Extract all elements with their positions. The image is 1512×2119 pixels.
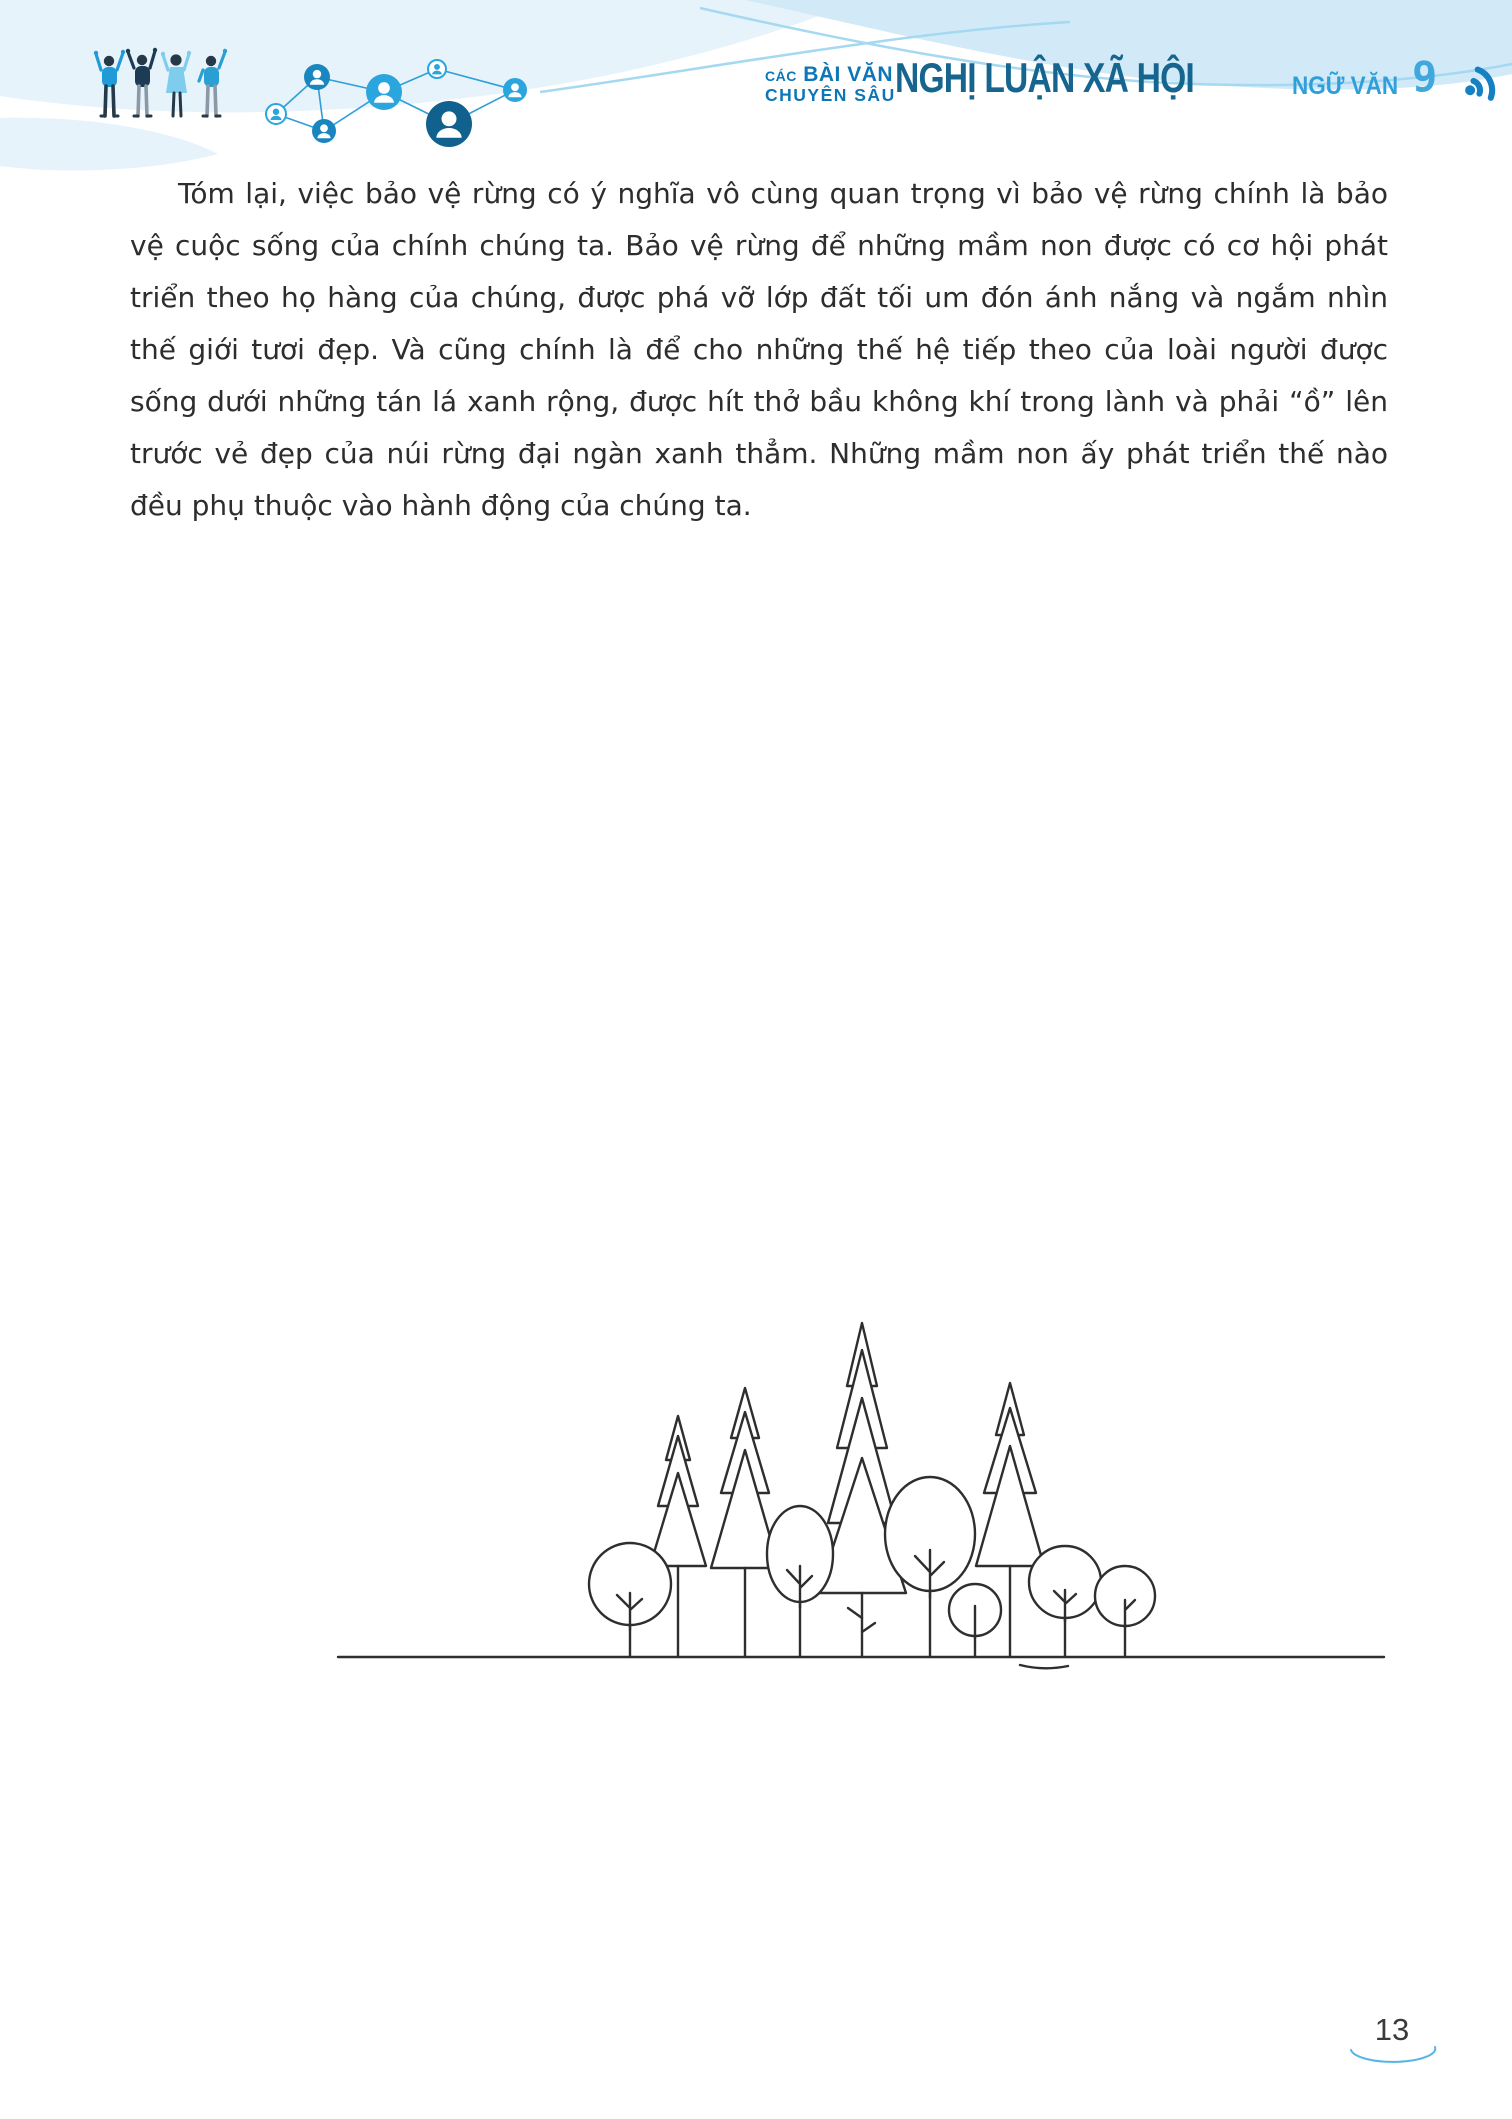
avatar [426, 101, 472, 147]
ground-line [1020, 1665, 1068, 1668]
series-line1: BÀI VĂN [803, 63, 894, 86]
avatar [304, 64, 330, 90]
pine-tree-icon [650, 1416, 706, 1657]
user-network-illustration [258, 36, 538, 151]
conclusion-paragraph: Tóm lại, việc bảo vệ rừng có ý nghĩa vô cùng quan trọng vì bảo vệ rừng chính là bảo vệ cuộc sống của chính chúng ta. Bảo vệ rừng để những mầm non được có cơ hội phát triển theo họ hàng của chúng, được phá vỡ lớp đất tối um đón ánh nắng và ngắm nhìn thế giới tươi đẹp. Và cũng chính là để cho những thế hệ tiếp theo của loài người được sống dưới những tán lá xanh rộng, được hít thở bầu không khí trong lành và phải “ồ” lên trước vẻ đẹp của núi rừng đại ngàn xanh thẳm. Những mầm non ấy phát triển thế nào đều phụ thuộc vào hành động của chúng ta. [130, 177, 1388, 522]
round-tree-icon [1029, 1546, 1101, 1657]
round-tree-icon [1095, 1566, 1155, 1657]
page-number-value: 13 [1374, 2012, 1410, 2047]
person-figure [161, 51, 191, 116]
people-celebrating-illustration [88, 40, 238, 130]
grade-number: 9 [1412, 52, 1438, 101]
person-figure [199, 49, 227, 116]
avatar [266, 104, 286, 124]
feed-icon [1464, 60, 1508, 104]
avatar [366, 74, 402, 110]
book-title: NGHỊ LUẬN XÃ HỘI [895, 54, 1194, 101]
round-tree-icon [949, 1584, 1001, 1657]
person-figure [126, 48, 157, 116]
avatar [428, 60, 446, 78]
book-header-brand [720, 50, 1510, 130]
avatar [503, 78, 527, 102]
series-prefix: CÁC [765, 68, 797, 84]
avatar [312, 119, 336, 143]
page-number [1342, 2012, 1442, 2074]
pine-tree-icon [818, 1323, 906, 1657]
series-line2: CHUYÊN SÂU [765, 85, 896, 106]
round-tree-icon [767, 1506, 833, 1657]
round-tree-icon [589, 1543, 671, 1657]
forest-illustration [332, 1288, 1390, 1680]
person-figure [94, 50, 125, 116]
series-label [765, 64, 896, 104]
book-subtitle: NGỮ VĂN [1292, 72, 1399, 100]
pine-tree-icon [711, 1388, 779, 1657]
